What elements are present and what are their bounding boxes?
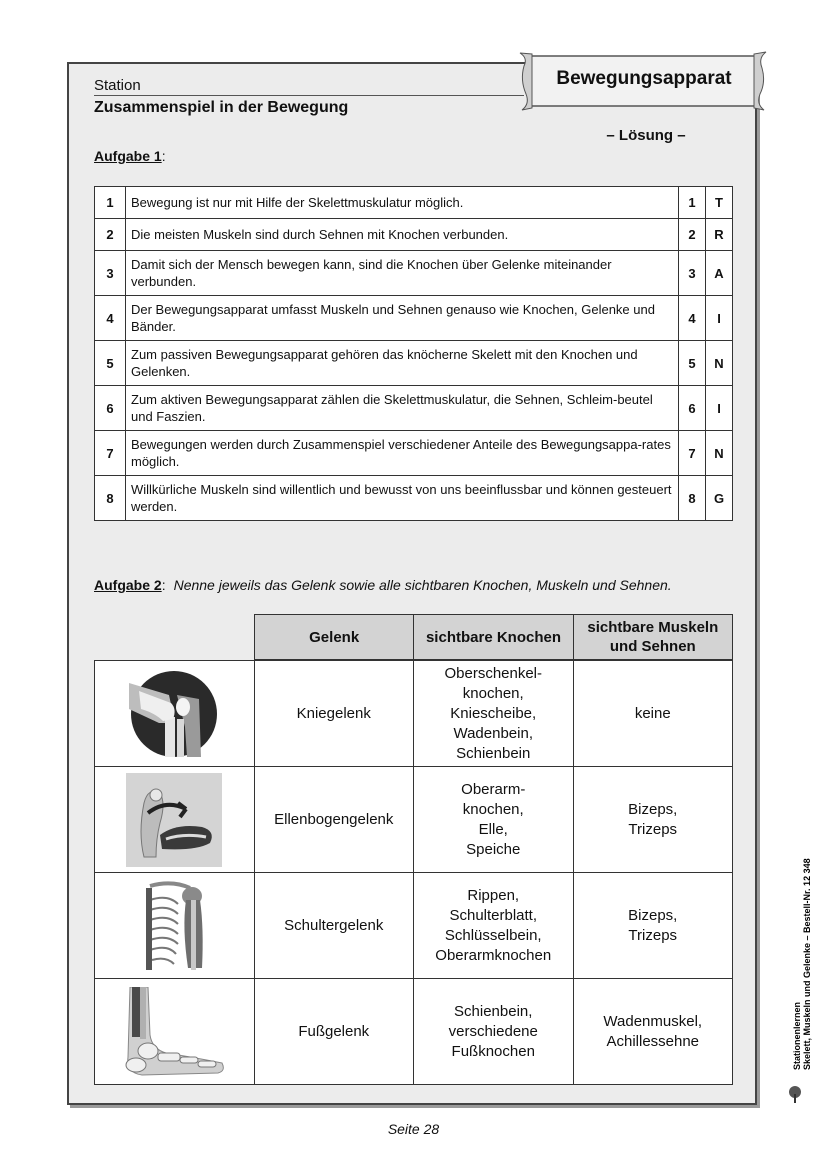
knochen-cell: Schienbein, verschiedene Fußknochen bbox=[413, 979, 573, 1084]
statement-number: 6 bbox=[95, 386, 126, 431]
statement-text: Bewegung ist nur mit Hilfe der Skelettmuskulatur möglich. bbox=[126, 187, 679, 219]
answer-letter: T bbox=[706, 187, 733, 219]
table-row bbox=[94, 873, 733, 979]
statement-number: 3 bbox=[95, 251, 126, 296]
statements-table bbox=[94, 186, 733, 521]
statement-text: Zum passiven Bewegungsapparat gehören das knöcherne Skelett mit den Knochen und Gelenken. bbox=[126, 341, 679, 386]
answer-number: 6 bbox=[679, 386, 706, 431]
answer-letter: N bbox=[706, 341, 733, 386]
table-row bbox=[95, 296, 733, 341]
answer-number: 2 bbox=[679, 219, 706, 251]
answer-letter: I bbox=[706, 296, 733, 341]
table-row bbox=[95, 341, 733, 386]
station-label: Station bbox=[94, 77, 141, 94]
answer-number: 8 bbox=[679, 476, 706, 521]
table-row bbox=[95, 431, 733, 476]
answer-letter: R bbox=[706, 219, 733, 251]
task1-label: Aufgabe 1 bbox=[94, 148, 162, 164]
side-imprint bbox=[790, 800, 820, 1080]
elbow-illustration bbox=[95, 767, 254, 872]
table-row bbox=[94, 979, 733, 1085]
header-knochen: sichtbare Knochen bbox=[413, 614, 573, 660]
answer-number: 1 bbox=[679, 187, 706, 219]
knochen-cell: Rippen, Schulterblatt, Schlüsselbein, Oberarmknochen bbox=[413, 873, 573, 978]
table-row bbox=[95, 219, 733, 251]
answer-number: 3 bbox=[679, 251, 706, 296]
knochen-cell: Oberarm- knochen, Elle, Speiche bbox=[413, 767, 573, 872]
answer-letter: A bbox=[706, 251, 733, 296]
statement-text: Damit sich der Mensch bewegen kann, sind die Knochen über Gelenke miteinander verbunden. bbox=[126, 251, 679, 296]
page-number: Seite 28 bbox=[387, 1121, 440, 1137]
gelenk-cell: Fußgelenk bbox=[254, 979, 414, 1084]
muskeln-cell: Bizeps, Trizeps bbox=[573, 873, 733, 978]
gelenk-cell: Kniegelenk bbox=[254, 661, 414, 766]
statement-number: 1 bbox=[95, 187, 126, 219]
page-title: Zusammenspiel in der Bewegung bbox=[94, 99, 349, 116]
answer-number: 5 bbox=[679, 341, 706, 386]
statement-text: Zum aktiven Bewegungsapparat zählen die Skelettmuskulatur, die Sehnen, Schleim-beutel und Faszien. bbox=[126, 386, 679, 431]
answer-number: 7 bbox=[679, 431, 706, 476]
task2-colon: : bbox=[161, 577, 166, 593]
muskeln-cell: Bizeps, Trizeps bbox=[573, 767, 733, 872]
joints-table bbox=[94, 660, 733, 1085]
side-line2: Skelett, Muskeln und Gelenke – Bestell-Nr. 12 348 bbox=[802, 858, 812, 1070]
header-gelenk: Gelenk bbox=[254, 614, 414, 660]
task2-instruction: Nenne jeweils das Gelenk sowie alle sichtbaren Knochen, Muskeln und Sehnen. bbox=[173, 577, 672, 593]
joints-table-header bbox=[254, 614, 733, 660]
answer-number: 4 bbox=[679, 296, 706, 341]
header-muskeln: sichtbare Muskeln und Sehnen bbox=[573, 614, 733, 660]
muskeln-cell: Wadenmuskel, Achillessehne bbox=[573, 979, 733, 1084]
statement-number: 2 bbox=[95, 219, 126, 251]
task2-label: Aufgabe 2 bbox=[94, 577, 162, 593]
statement-number: 8 bbox=[95, 476, 126, 521]
statement-number: 7 bbox=[95, 431, 126, 476]
shoulder-illustration bbox=[95, 873, 254, 978]
answer-letter: N bbox=[706, 431, 733, 476]
statement-number: 5 bbox=[95, 341, 126, 386]
table-row bbox=[95, 386, 733, 431]
knochen-cell: Oberschenkel- knochen, Kniescheibe, Wadenbein, Schienbein bbox=[413, 661, 573, 766]
gelenk-cell: Schultergelenk bbox=[254, 873, 414, 978]
task2-heading bbox=[94, 577, 672, 593]
answer-letter: I bbox=[706, 386, 733, 431]
table-row bbox=[95, 251, 733, 296]
header-rule bbox=[94, 95, 524, 96]
foot-illustration bbox=[95, 979, 254, 1084]
statement-number: 4 bbox=[95, 296, 126, 341]
table-row bbox=[94, 767, 733, 873]
table-row bbox=[95, 476, 733, 521]
solution-label: – Lösung – bbox=[606, 127, 686, 144]
statement-text: Die meisten Muskeln sind durch Sehnen mit Knochen verbunden. bbox=[126, 219, 679, 251]
answer-letter: G bbox=[706, 476, 733, 521]
banner-title: Bewegungsapparat bbox=[556, 68, 732, 89]
table-row bbox=[94, 660, 733, 767]
statement-text: Willkürliche Muskeln sind willentlich und bewusst von uns beeinflussbar und können gesteuert werden. bbox=[126, 476, 679, 521]
statement-text: Der Bewegungsapparat umfasst Muskeln und Sehnen genauso wie Knochen, Gelenke und Bänder. bbox=[126, 296, 679, 341]
muskeln-cell: keine bbox=[573, 661, 733, 766]
publisher-logo bbox=[786, 1082, 816, 1104]
statement-text: Bewegungen werden durch Zusammenspiel verschiedener Anteile des Bewegungsappa-rates möglich. bbox=[126, 431, 679, 476]
knee-illustration bbox=[95, 661, 254, 766]
side-line1: Stationenlernen bbox=[792, 1001, 802, 1070]
task1-colon: : bbox=[161, 148, 166, 164]
task1-heading bbox=[94, 148, 166, 164]
table-row bbox=[95, 187, 733, 219]
gelenk-cell: Ellenbogengelenk bbox=[254, 767, 414, 872]
